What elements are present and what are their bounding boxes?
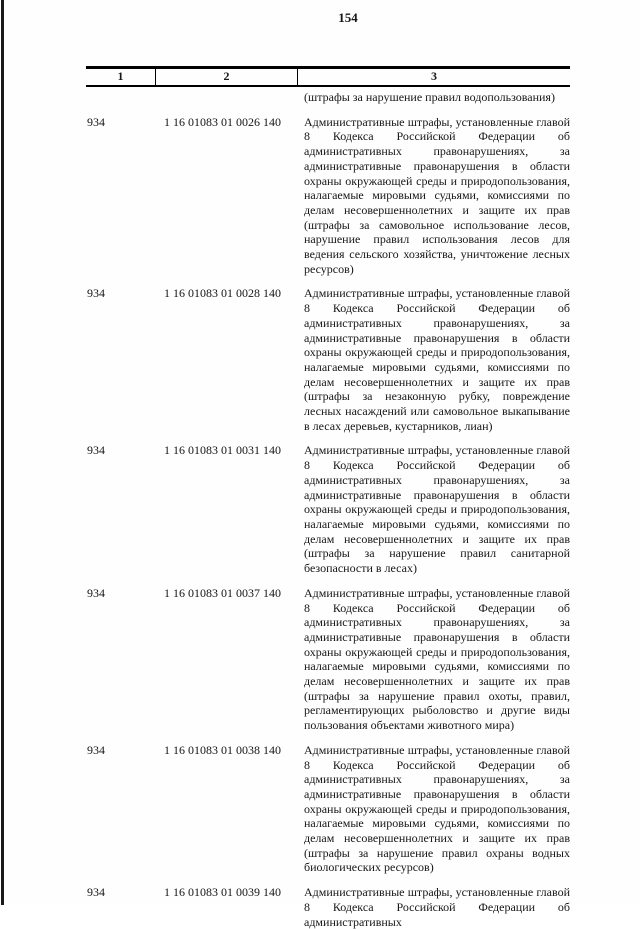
table-row (86, 586, 570, 733)
kbk-code: 1 16 01083 01 0037 140 (164, 585, 281, 600)
kbk-code: 1 16 01083 01 0039 140 (164, 885, 281, 900)
row-description: Административные штрафы, установленные главой 8 Кодекса Российской Федерации об административных правонарушениях, за административные правонарушения в области охраны окружающей среды и природопользования, налагаемые мировыми судьями, комиссиями по делам несовершеннолетних и защите их прав (штрафы за нарушение правил охраны водных биологических ресурсов) (304, 742, 570, 875)
admin-code: 934 (87, 885, 105, 900)
admin-code: 934 (87, 443, 105, 458)
kbk-code: 1 16 01083 01 0031 140 (164, 443, 281, 458)
scan-edge-line (1, 0, 4, 905)
kbk-code: 1 16 01083 01 0028 140 (164, 286, 281, 301)
kbk-code: 1 16 01083 01 0038 140 (164, 742, 281, 757)
table-row (86, 115, 570, 277)
table-header-row (86, 66, 570, 87)
table-header-col-1: 1 (86, 69, 156, 85)
row-description: Административные штрафы, установленные главой 8 Кодекса Российской Федерации об административных правонарушениях, за административные правонарушения в области охраны окружающей среды и природопользования, налагаемые мировыми судьями, комиссиями по делам несовершеннолетних и защите их прав (штрафы за самовольное использование лесов, нарушение правил использования лесов для ведения сельского хозяйства, уничтожение лесных ресурсов) (304, 114, 570, 276)
row-description: (штрафы за нарушение правил водопользования) (304, 90, 555, 104)
row-description: Административные штрафы, установленные главой 8 Кодекса Российской Федерации об административных правонарушениях, за административные правонарушения в области охраны окружающей среды и природопользования, налагаемые мировыми судьями, комиссиями по делам несовершеннолетних и защите их прав (штрафы за нарушение правил санитарной безопасности в лесах) (304, 443, 570, 576)
table-row (86, 885, 570, 929)
table-header-col-2: 2 (156, 69, 298, 85)
kbk-code: 1 16 01083 01 0026 140 (164, 114, 281, 129)
admin-code: 934 (87, 114, 105, 129)
row-description: Административные штрафы, установленные главой 8 Кодекса Российской Федерации об административных правонарушениях, за административные правонарушения в области охраны окружающей среды и природопользования, налагаемые мировыми судьями, комиссиями по делам несовершеннолетних и защите их прав (штрафы за нарушение правил охоты, правил, регламентирующих рыболовство и другие виды пользования объектами животного мира) (304, 585, 570, 733)
table-row-continuation (86, 90, 570, 105)
row-description: Административные штрафы, установленные главой 8 Кодекса Российской Федерации об административных (304, 885, 570, 929)
table-header-col-3: 3 (431, 69, 437, 83)
revenue-codes-table (86, 66, 570, 929)
row-description: Административные штрафы, установленные главой 8 Кодекса Российской Федерации об административных правонарушениях, за административные правонарушения в области охраны окружающей среды и природопользования, налагаемые мировыми судьями, комиссиями по делам несовершеннолетних и защите их прав (штрафы за незаконную рубку, повреждение лесных насаждений или самовольное выкапывание в лесах деревьев, кустарников, лиан) (304, 286, 570, 433)
admin-code: 934 (87, 286, 105, 301)
admin-code: 934 (87, 742, 105, 757)
table-row (86, 443, 570, 575)
table-row (86, 286, 570, 433)
admin-code: 934 (87, 585, 105, 600)
page-number: 154 (338, 10, 358, 25)
table-row (86, 743, 570, 875)
